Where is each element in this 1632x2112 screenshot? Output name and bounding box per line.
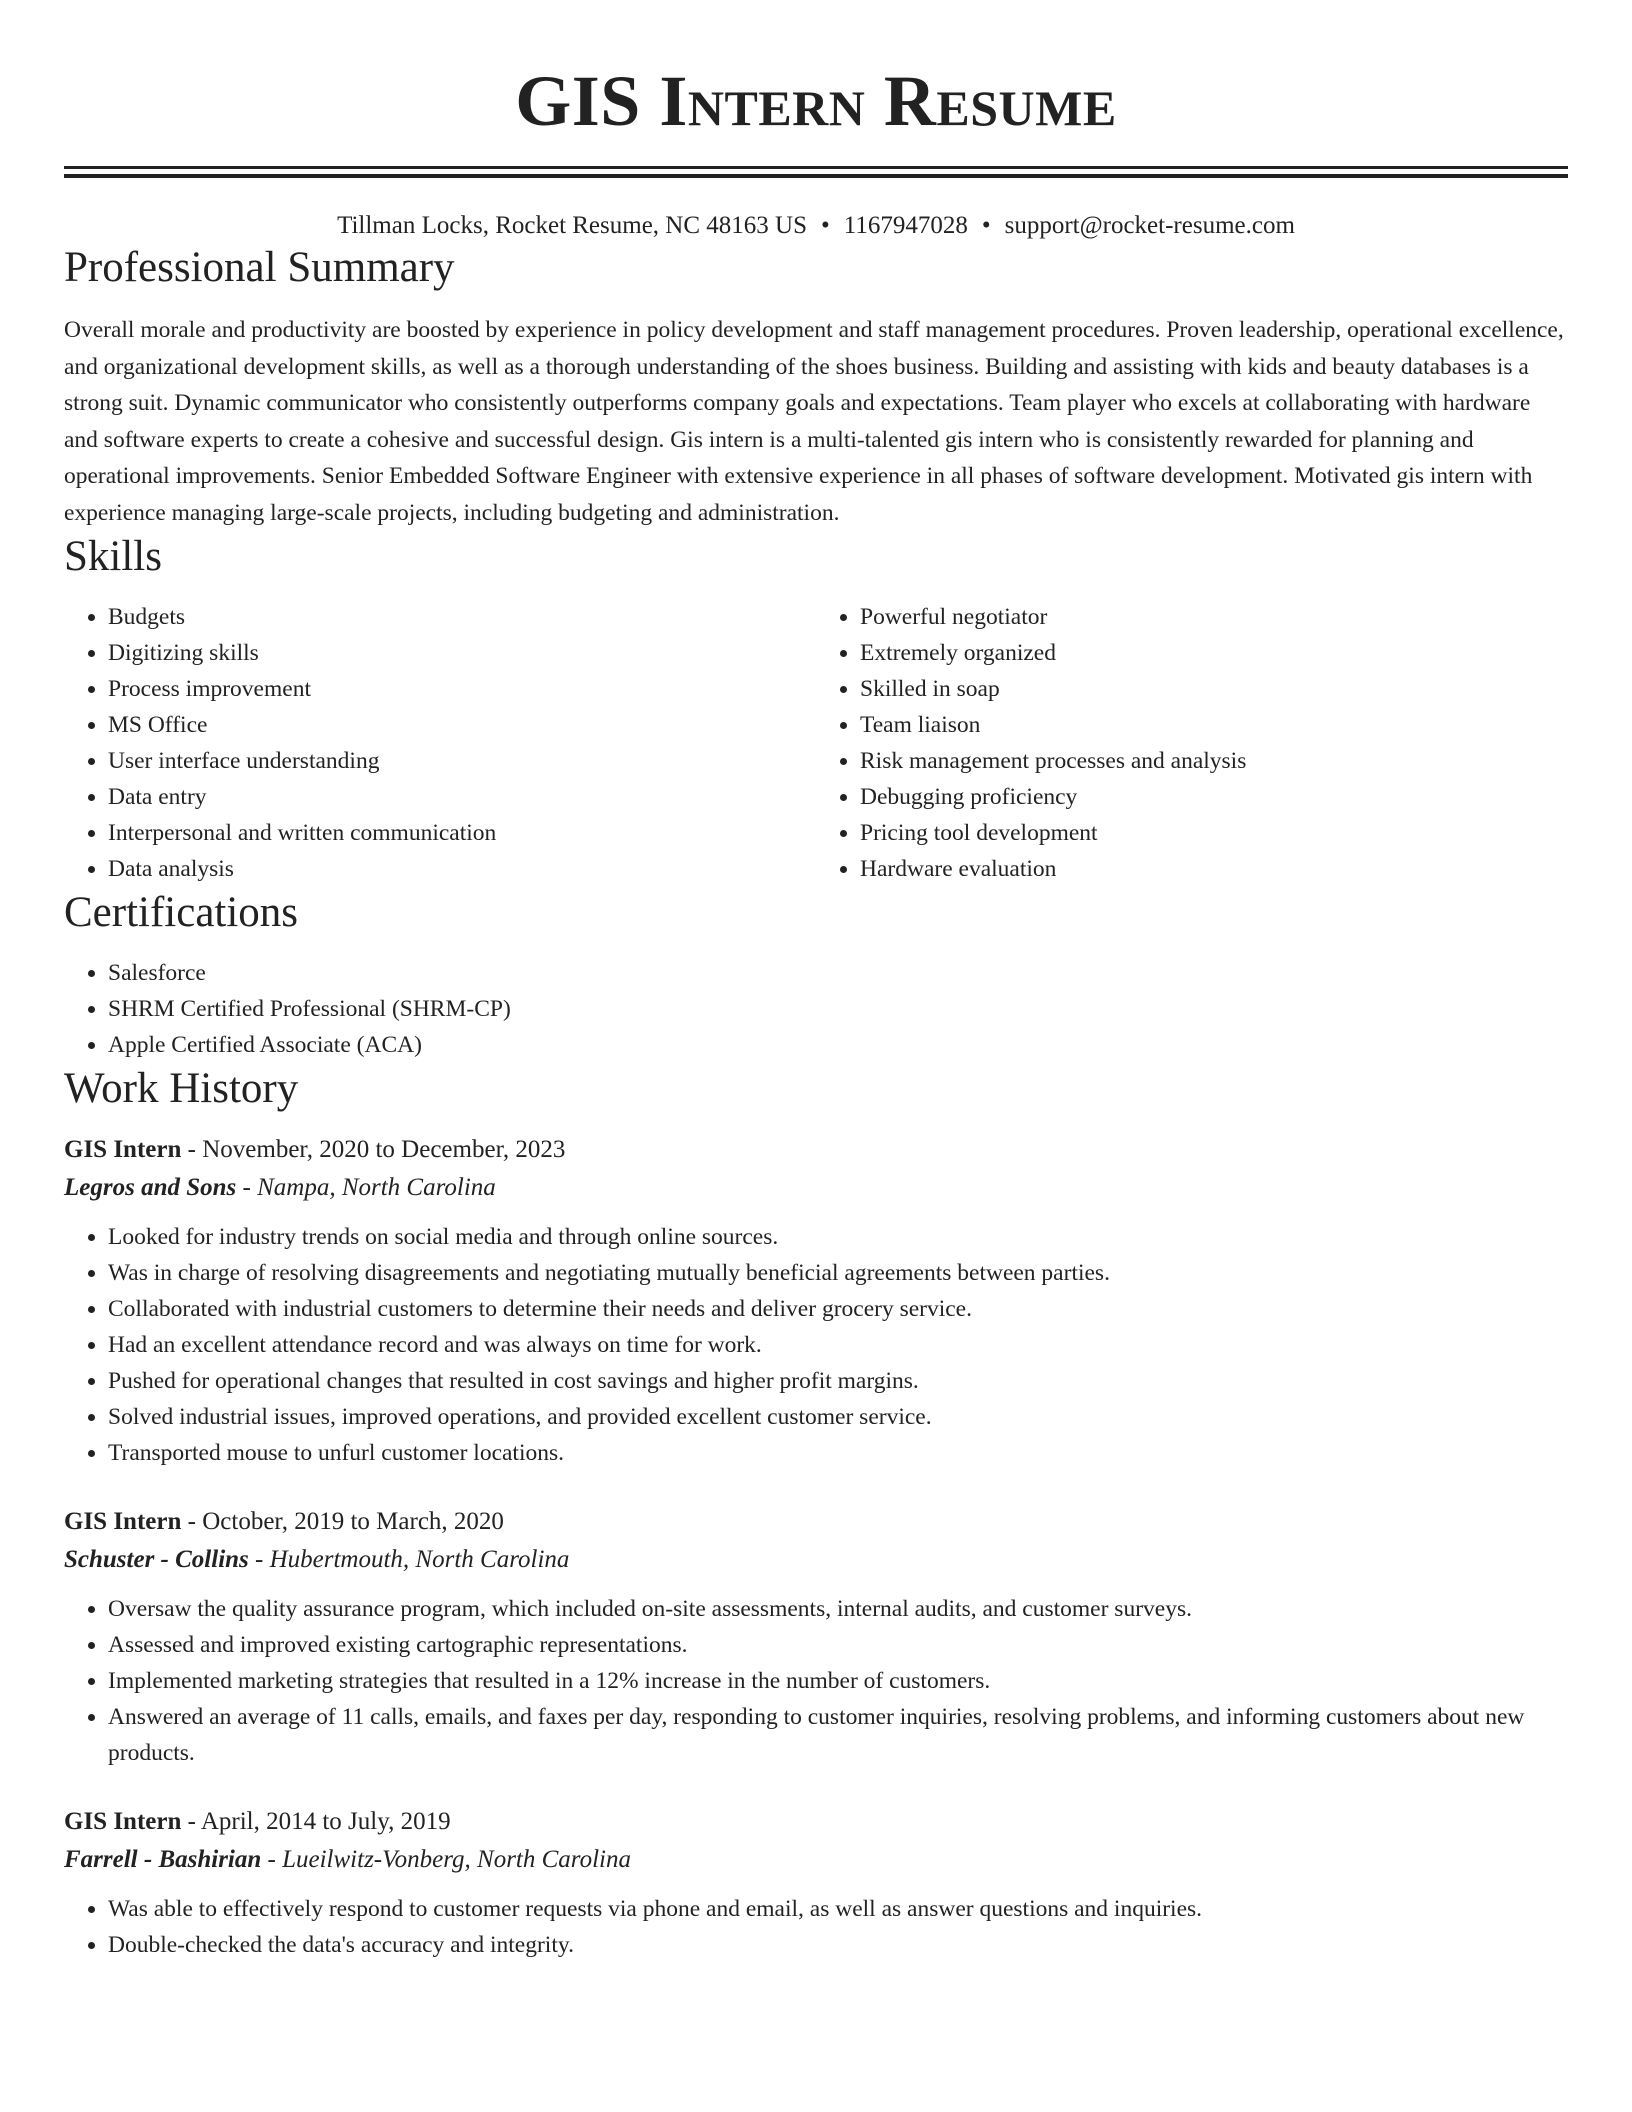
certification-item: • SHRM Certified Professional (SHRM-CP)	[108, 991, 1568, 1027]
job-bullet: • Collaborated with industrial customers to determine their needs and deliver grocery service.	[108, 1291, 1568, 1327]
job-location: Lueilwitz-Vonberg, North Carolina	[282, 1846, 631, 1873]
certifications-list	[64, 955, 1568, 1063]
contact-email: support@rocket-resume.com	[1004, 212, 1295, 239]
dash-separator: -	[261, 1846, 283, 1873]
dash-separator: -	[181, 1136, 203, 1163]
work-history-heading: Work History	[64, 1065, 299, 1112]
job-title: GIS Intern	[64, 1508, 182, 1535]
skills-list-left	[64, 599, 816, 887]
job-bullet: • Oversaw the quality assurance program, which included on-site assessments, internal audits, and customer surveys.	[108, 1591, 1568, 1627]
skills-list-right	[816, 599, 1568, 887]
job-entry	[64, 1503, 1568, 1771]
contact-phone: 1167947028	[843, 212, 968, 239]
job-bullet: • Implemented marketing strategies that resulted in a 12% increase in the number of customers.	[108, 1663, 1568, 1699]
skill-item: • Data analysis	[108, 851, 816, 887]
job-bullet: • Pushed for operational changes that resulted in cost savings and higher profit margins.	[108, 1363, 1568, 1399]
job-bullet: • Was able to effectively respond to customer requests via phone and email, as well as answer questions and inquiries.	[108, 1891, 1568, 1927]
skill-item: • Debugging proficiency	[860, 779, 1568, 815]
skill-item: • User interface understanding	[108, 743, 816, 779]
job-dates: November, 2020 to December, 2023	[202, 1136, 566, 1163]
summary-heading: Professional Summary	[64, 244, 455, 291]
skills-heading: Skills	[64, 533, 162, 580]
dash-separator: -	[181, 1508, 203, 1535]
summary-text: Overall morale and productivity are boosted by experience in policy development and staff management procedures. Proven leadership, operational excellence, and organizational development skills, as well as a thorough understanding of the shoes business. Building and assisting with kids and beauty databases is a strong suit. Dynamic communicator who consistently outperforms company goals and expectations. Team player who excels at collaborating with hardware and software experts to create a cohesive and successful design. Gis intern is a multi-talented gis intern who is consistently rewarded for planning and operational improvements. Senior Embedded Software Engineer with extensive experience in all phases of software development. Motivated gis intern with experience managing large-scale projects, including budgeting and administration.	[64, 317, 1564, 526]
title-divider-top	[64, 166, 1568, 169]
skill-item: • Skilled in soap	[860, 671, 1568, 707]
job-bullets	[64, 1219, 1568, 1471]
job-company-line	[64, 1541, 1568, 1579]
job-title-line	[64, 1131, 1568, 1169]
job-bullet: • Transported mouse to unfurl customer locations.	[108, 1435, 1568, 1471]
skill-item: • Risk management processes and analysis	[860, 743, 1568, 779]
skill-item: • Team liaison	[860, 707, 1568, 743]
skill-item: • Extremely organized	[860, 635, 1568, 671]
job-title-line	[64, 1803, 1568, 1841]
contact-line	[64, 210, 1568, 242]
skill-item: • Pricing tool development	[860, 815, 1568, 851]
dash-separator: -	[248, 1546, 270, 1573]
job-bullet: • Answered an average of 11 calls, emails, and faxes per day, responding to customer inquiries, resolving problems, and informing customers about new products.	[108, 1699, 1568, 1771]
contact-separator: •	[821, 212, 830, 239]
job-bullet: • Had an excellent attendance record and was always on time for work.	[108, 1327, 1568, 1363]
contact-separator: •	[981, 212, 991, 239]
job-dates: April, 2014 to July, 2019	[200, 1808, 451, 1835]
job-bullet: • Was in charge of resolving disagreements and negotiating mutually beneficial agreements between parties.	[108, 1255, 1568, 1291]
skill-item: • Digitizing skills	[108, 635, 816, 671]
job-company: Legros and Sons	[64, 1174, 237, 1201]
job-bullet: • Assessed and improved existing cartographic representations.	[108, 1627, 1568, 1663]
skill-item: • Budgets	[108, 599, 816, 635]
job-title-line	[64, 1503, 1568, 1541]
job-title: GIS Intern	[64, 1136, 182, 1163]
job-bullets	[64, 1891, 1568, 1963]
certification-item: • Apple Certified Associate (ACA)	[108, 1027, 1568, 1063]
job-dates: October, 2019 to March, 2020	[202, 1508, 504, 1535]
job-company-line	[64, 1841, 1568, 1879]
dash-separator: -	[181, 1808, 201, 1835]
job-company: Schuster - Collins	[64, 1546, 249, 1573]
skill-item: • MS Office	[108, 707, 816, 743]
job-bullet: • Solved industrial issues, improved operations, and provided excellent customer service.	[108, 1399, 1568, 1435]
job-company-line	[64, 1169, 1568, 1207]
resume-title: GIS Intern Resume	[515, 61, 1117, 141]
certifications-heading: Certifications	[64, 889, 299, 936]
job-bullet: • Double-checked the data's accuracy and integrity.	[108, 1927, 1568, 1963]
skill-item: • Data entry	[108, 779, 816, 815]
job-entry	[64, 1131, 1568, 1471]
job-entry	[64, 1803, 1568, 1963]
skill-item: • Hardware evaluation	[860, 851, 1568, 887]
skill-item: • Powerful negotiator	[860, 599, 1568, 635]
contact-address: Tillman Locks, Rocket Resume, NC 48163 US	[337, 212, 807, 239]
skills-columns	[64, 599, 1568, 887]
certification-item: • Salesforce	[108, 955, 1568, 991]
job-location: Nampa, North Carolina	[257, 1174, 496, 1201]
job-location: Hubertmouth, North Carolina	[269, 1546, 570, 1573]
job-title: GIS Intern	[64, 1808, 182, 1835]
job-company: Farrell - Bashirian	[64, 1846, 262, 1873]
skill-item: • Process improvement	[108, 671, 816, 707]
dash-separator: -	[236, 1174, 258, 1201]
job-bullets	[64, 1591, 1568, 1771]
job-bullet: • Looked for industry trends on social media and through online sources.	[108, 1219, 1568, 1255]
skill-item: • Interpersonal and written communication	[108, 815, 816, 851]
title-divider-bottom	[64, 174, 1568, 178]
